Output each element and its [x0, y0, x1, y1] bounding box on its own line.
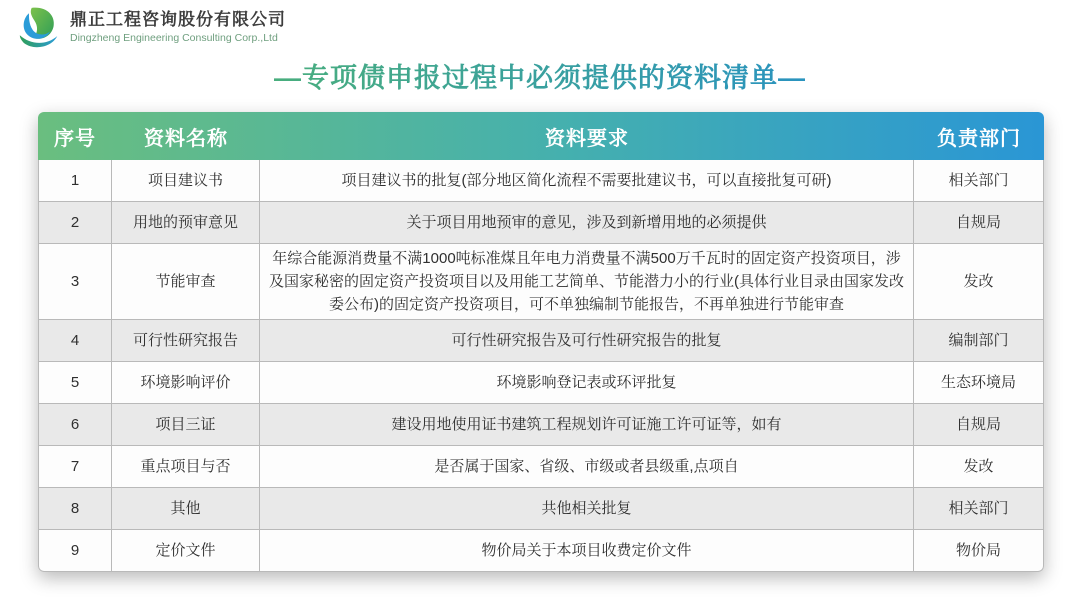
materials-table: [38, 112, 1044, 572]
cell-requirement: 共他相关批复: [260, 488, 914, 530]
table-row: [38, 446, 1044, 488]
cell-requirement: 关于项目用地预审的意见，涉及到新增用地的必须提供: [260, 202, 914, 244]
cell-no: 5: [38, 362, 112, 404]
table-row: [38, 160, 1044, 202]
cell-department: 生态环境局: [914, 362, 1044, 404]
materials-table-wrap: [38, 112, 1044, 572]
cell-no: 8: [38, 488, 112, 530]
cell-no: 3: [38, 244, 112, 320]
cell-name: 项目建议书: [112, 160, 260, 202]
cell-requirement: 物价局关于本项目收费定价文件: [260, 530, 914, 572]
company-logo: [16, 6, 286, 48]
cell-department: 相关部门: [914, 488, 1044, 530]
cell-no: 9: [38, 530, 112, 572]
cell-name: 环境影响评价: [112, 362, 260, 404]
table-row: [38, 202, 1044, 244]
cell-requirement: 可行性研究报告及可行性研究报告的批复: [260, 320, 914, 362]
cell-department: 相关部门: [914, 160, 1044, 202]
cell-requirement: 项目建议书的批复(部分地区简化流程不需要批建议书，可以直接批复可研): [260, 160, 914, 202]
cell-no: 7: [38, 446, 112, 488]
cell-department: 自规局: [914, 404, 1044, 446]
cell-name: 可行性研究报告: [112, 320, 260, 362]
company-logo-icon: [16, 6, 62, 48]
cell-name: 其他: [112, 488, 260, 530]
cell-no: 2: [38, 202, 112, 244]
cell-name: 定价文件: [112, 530, 260, 572]
cell-requirement: 环境影响登记表或环评批复: [260, 362, 914, 404]
table-row: [38, 320, 1044, 362]
cell-department: 物价局: [914, 530, 1044, 572]
cell-name: 用地的预审意见: [112, 202, 260, 244]
company-name-cn: 鼎正工程咨询股份有限公司: [70, 10, 286, 30]
cell-requirement: 年综合能源消费量不满1000吨标准煤且年电力消费量不满500万千瓦时的固定资产投资项目，涉及国家秘密的固定资产投资项目以及用能工艺简单、节能潜力小的行业(具体行业目录由国家发改委公布)的固定资产投资项目，可不单独编制节能报告，不再单独进行节能审查: [260, 244, 914, 320]
cell-department: 编制部门: [914, 320, 1044, 362]
cell-department: 发改: [914, 244, 1044, 320]
cell-requirement: 建设用地使用证书建筑工程规划许可证施工许可证等，如有: [260, 404, 914, 446]
table-row: [38, 362, 1044, 404]
table-row: [38, 530, 1044, 572]
cell-name: 项目三证: [112, 404, 260, 446]
cell-no: 6: [38, 404, 112, 446]
cell-requirement: 是否属于国家、省级、市级或者县级重,点项自: [260, 446, 914, 488]
table-row: [38, 404, 1044, 446]
table-row: [38, 488, 1044, 530]
header-no: 序号: [54, 127, 96, 150]
cell-name: 节能审查: [112, 244, 260, 320]
header-name: 资料名称: [144, 127, 228, 150]
company-name-en: Dingzheng Engineering Consulting Corp.,Ltd: [70, 31, 278, 44]
cell-no: 1: [38, 160, 112, 202]
cell-no: 4: [38, 320, 112, 362]
table-body: [38, 160, 1044, 572]
cell-department: 自规局: [914, 202, 1044, 244]
table-row: [38, 244, 1044, 320]
page-title: —专项债申报过程中必须提供的资料清单—: [0, 56, 1080, 95]
header-department: 负责部门: [937, 127, 1021, 150]
cell-name: 重点项目与否: [112, 446, 260, 488]
header-requirement: 资料要求: [545, 127, 629, 150]
cell-department: 发改: [914, 446, 1044, 488]
table-header-row: [38, 112, 1044, 160]
